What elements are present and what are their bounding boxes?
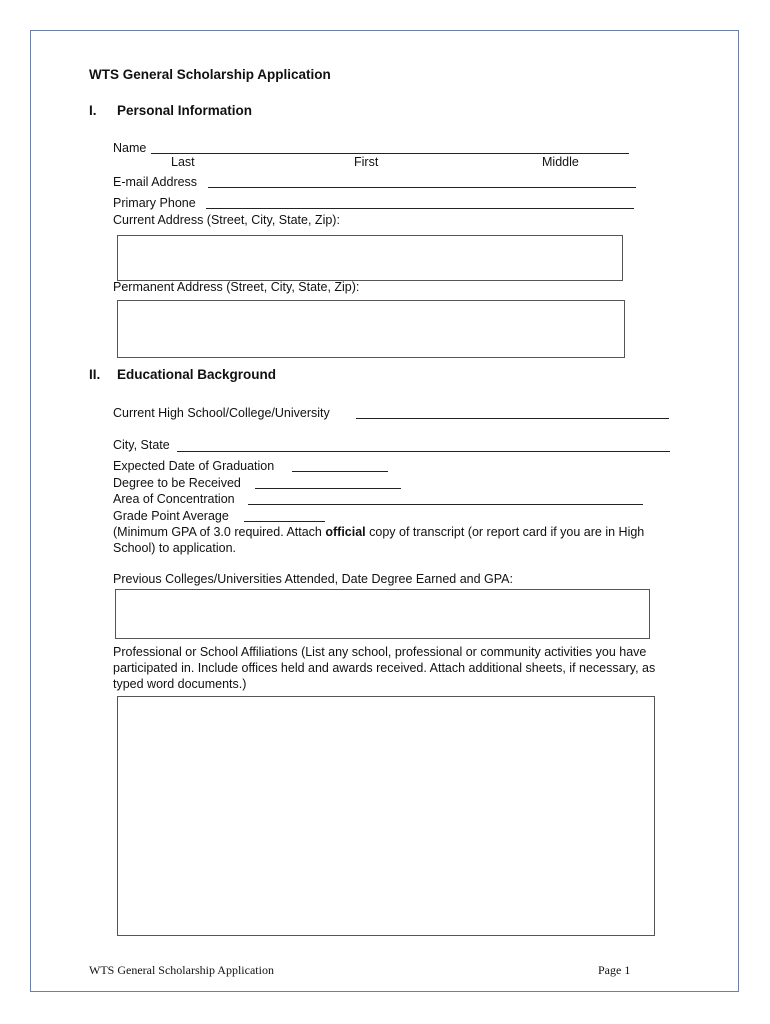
section-1-number: I. xyxy=(89,103,97,118)
permanent-address-box[interactable] xyxy=(117,300,625,358)
section-1-title: Personal Information xyxy=(117,103,253,118)
gpa-label: Grade Point Average xyxy=(113,509,229,523)
city-state-field[interactable] xyxy=(177,451,670,452)
gpa-note-official: official xyxy=(325,525,366,539)
document-title: WTS General Scholarship Application xyxy=(89,67,331,82)
concentration-label: Area of Concentration xyxy=(113,492,235,506)
phone-label: Primary Phone xyxy=(113,196,196,210)
name-label: Name xyxy=(113,141,147,155)
section-2-number: II. xyxy=(89,367,101,382)
section-2-title: Educational Background xyxy=(117,367,277,382)
current-address-label: Current Address (Street, City, State, Zip): xyxy=(113,213,340,227)
concentration-field[interactable] xyxy=(248,504,643,505)
name-middle-label: Middle xyxy=(542,155,579,169)
city-state-label: City, State xyxy=(113,438,170,452)
school-label: Current High School/College/University xyxy=(113,406,330,420)
affiliations-label: Professional or School Affiliations (List any school, professional or community activities you have participated in. Include offices held and awards received. Attach additional sheets, if necessary, as typed word documents.) xyxy=(113,645,656,691)
name-first-label: First xyxy=(354,155,379,169)
previous-colleges-label: Previous Colleges/Universities Attended, Date Degree Earned and GPA: xyxy=(113,572,513,586)
page-number: Page 1 xyxy=(598,963,631,977)
phone-field[interactable] xyxy=(206,208,634,209)
gpa-field[interactable] xyxy=(244,521,325,522)
gpa-note: (Minimum GPA of 3.0 required. Attach official copy of transcript (or report card if you are in High School) to application. xyxy=(113,525,645,555)
name-last-label: Last xyxy=(171,155,195,169)
permanent-address-label: Permanent Address (Street, City, State, Zip): xyxy=(113,280,360,294)
degree-label: Degree to be Received xyxy=(113,476,241,490)
email-field[interactable] xyxy=(208,187,636,188)
graduation-label: Expected Date of Graduation xyxy=(113,459,275,473)
current-address-box[interactable] xyxy=(117,235,623,281)
previous-colleges-box[interactable] xyxy=(115,589,650,639)
affiliations-box[interactable] xyxy=(117,696,655,936)
footer-title: WTS General Scholarship Application xyxy=(89,963,274,977)
email-label: E-mail Address xyxy=(113,175,198,189)
name-field[interactable] xyxy=(151,153,629,154)
graduation-field[interactable] xyxy=(292,471,388,472)
school-field[interactable] xyxy=(356,418,669,419)
degree-field[interactable] xyxy=(255,488,401,489)
